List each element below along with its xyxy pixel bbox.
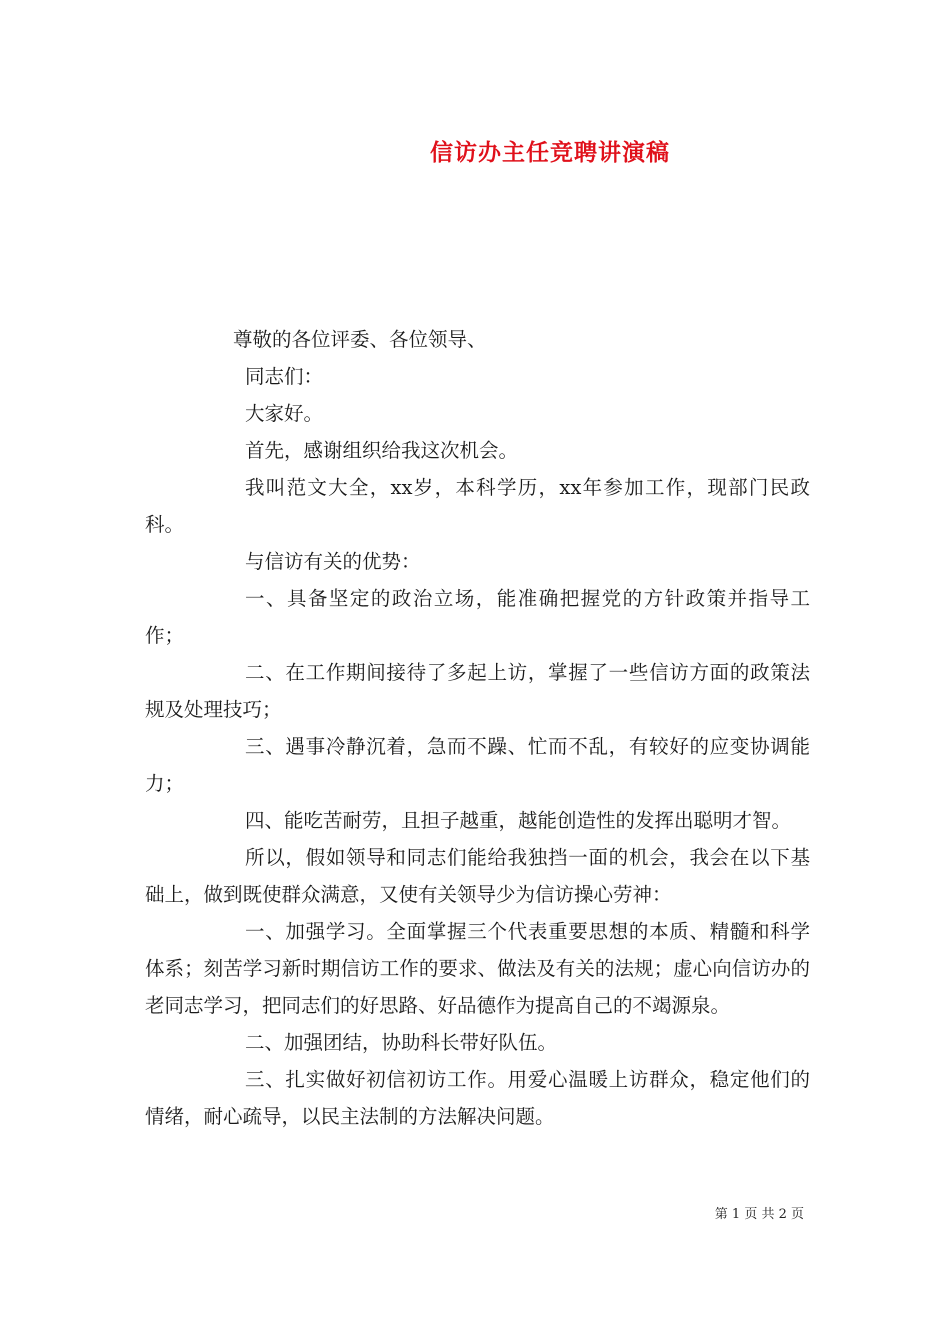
advantage-item-4: 四、能吃苦耐劳，且担子越重，越能创造性的发挥出聪明才智。 [245, 809, 792, 832]
plan-item-1: 一、加强学习。全面掌握三个代表重要思想的本质、精髓和科学体系；刻苦学习新时期信访工作的要求、做法及有关的法规；虚心向信访办的老同志学习，把同志们的好思路、好品德作为提高自己的不竭源泉。 [145, 920, 810, 1017]
advantage-item-1: 一、具备坚定的政治立场，能准确把握党的方针政策并指导工作； [145, 587, 810, 647]
salutation-paragraph-2: 同志们： [245, 365, 324, 388]
commitment-paragraph: 所以，假如领导和同志们能给我独挡一面的机会，我会在以下基础上，做到既使群众满意，又使有关领导少为信访操心劳神： [145, 846, 810, 906]
plan-item-2: 二、加强团结，协助科长带好队伍。 [245, 1031, 558, 1054]
plan-item-3: 三、扎实做好初信初访工作。用爱心温暖上访群众，稳定他们的情绪，耐心疏导，以民主法制的方法解决问题。 [145, 1068, 810, 1128]
thanks-paragraph: 首先，感谢组织给我这次机会。 [245, 439, 519, 462]
salutation-paragraph: 尊敬的各位评委、各位领导、 [233, 328, 487, 351]
greeting-paragraph: 大家好。 [245, 402, 324, 425]
document-body [145, 321, 810, 1135]
document-title: 信访办主任竞聘讲演稿 [430, 139, 670, 166]
advantages-heading: 与信访有关的优势： [245, 550, 421, 573]
advantage-item-2: 二、在工作期间接待了多起上访，掌握了一些信访方面的政策法规及处理技巧； [145, 661, 810, 721]
advantage-item-3: 三、遇事冷静沉着，急而不躁、忙而不乱，有较好的应变协调能力； [145, 735, 810, 795]
introduction-paragraph: 我叫范文大全，xx岁，本科学历，xx年参加工作，现部门民政科。 [145, 476, 810, 536]
page-number-footer: 第 1 页 共 2 页 [714, 1207, 804, 1222]
